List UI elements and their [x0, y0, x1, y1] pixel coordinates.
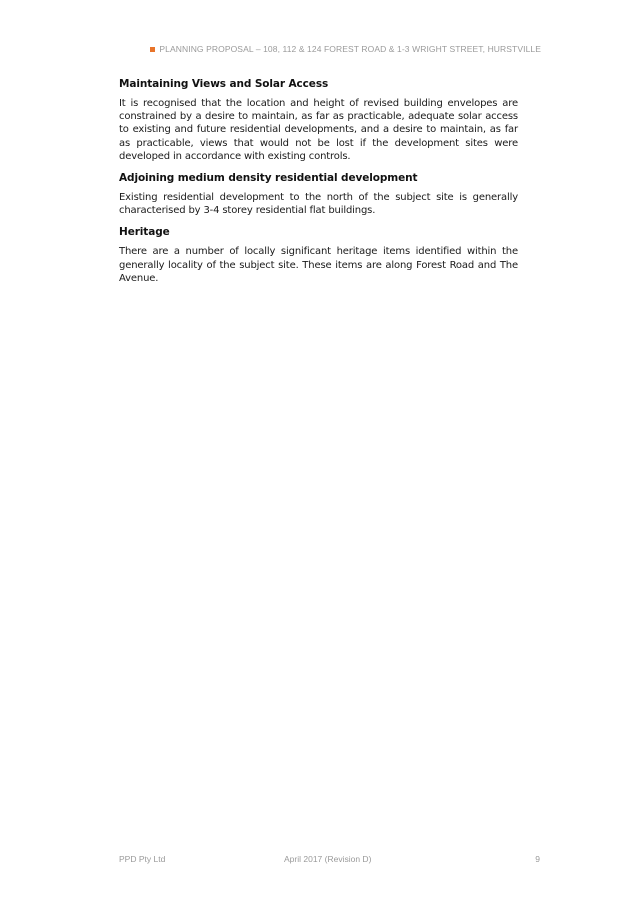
- section-heading: Maintaining Views and Solar Access: [119, 78, 329, 90]
- section-heading: Adjoining medium density residential development: [119, 172, 418, 185]
- section-body: Existing residential development to the north of the subject site is generally characterised by 3-4 storey residential flat buildings.: [119, 192, 518, 217]
- section-body: There are a number of locally significant heritage items identified within the generally locality of the subject site. These items are along Forest Road and The Avenue.: [119, 246, 518, 284]
- running-header: [150, 44, 541, 54]
- section-views-solar: [119, 78, 518, 163]
- section-heritage: [119, 226, 518, 285]
- footer-date: April 2017 (Revision D): [284, 854, 372, 864]
- running-header-title: PLANNING PROPOSAL – 108, 112 & 124 FOREST ROAD & 1-3 WRIGHT STREET, HURSTVILLE: [159, 44, 541, 54]
- main-content: [119, 78, 518, 294]
- section-heading: Heritage: [119, 226, 170, 239]
- section-adjoining-development: [119, 172, 518, 217]
- header-marker-square: [150, 47, 155, 52]
- section-body: It is recognised that the location and height of revised building envelopes are constrained by a desire to maintain, as far as practicable, adequate solar access to existing and future residential developments, and a desire to maintain, as far as practicable, views that would not be lost if the development sites were developed in accordance with existing controls.: [119, 98, 518, 162]
- footer-company: PPD Pty Ltd: [119, 854, 166, 864]
- footer-page-number: 9: [535, 854, 540, 864]
